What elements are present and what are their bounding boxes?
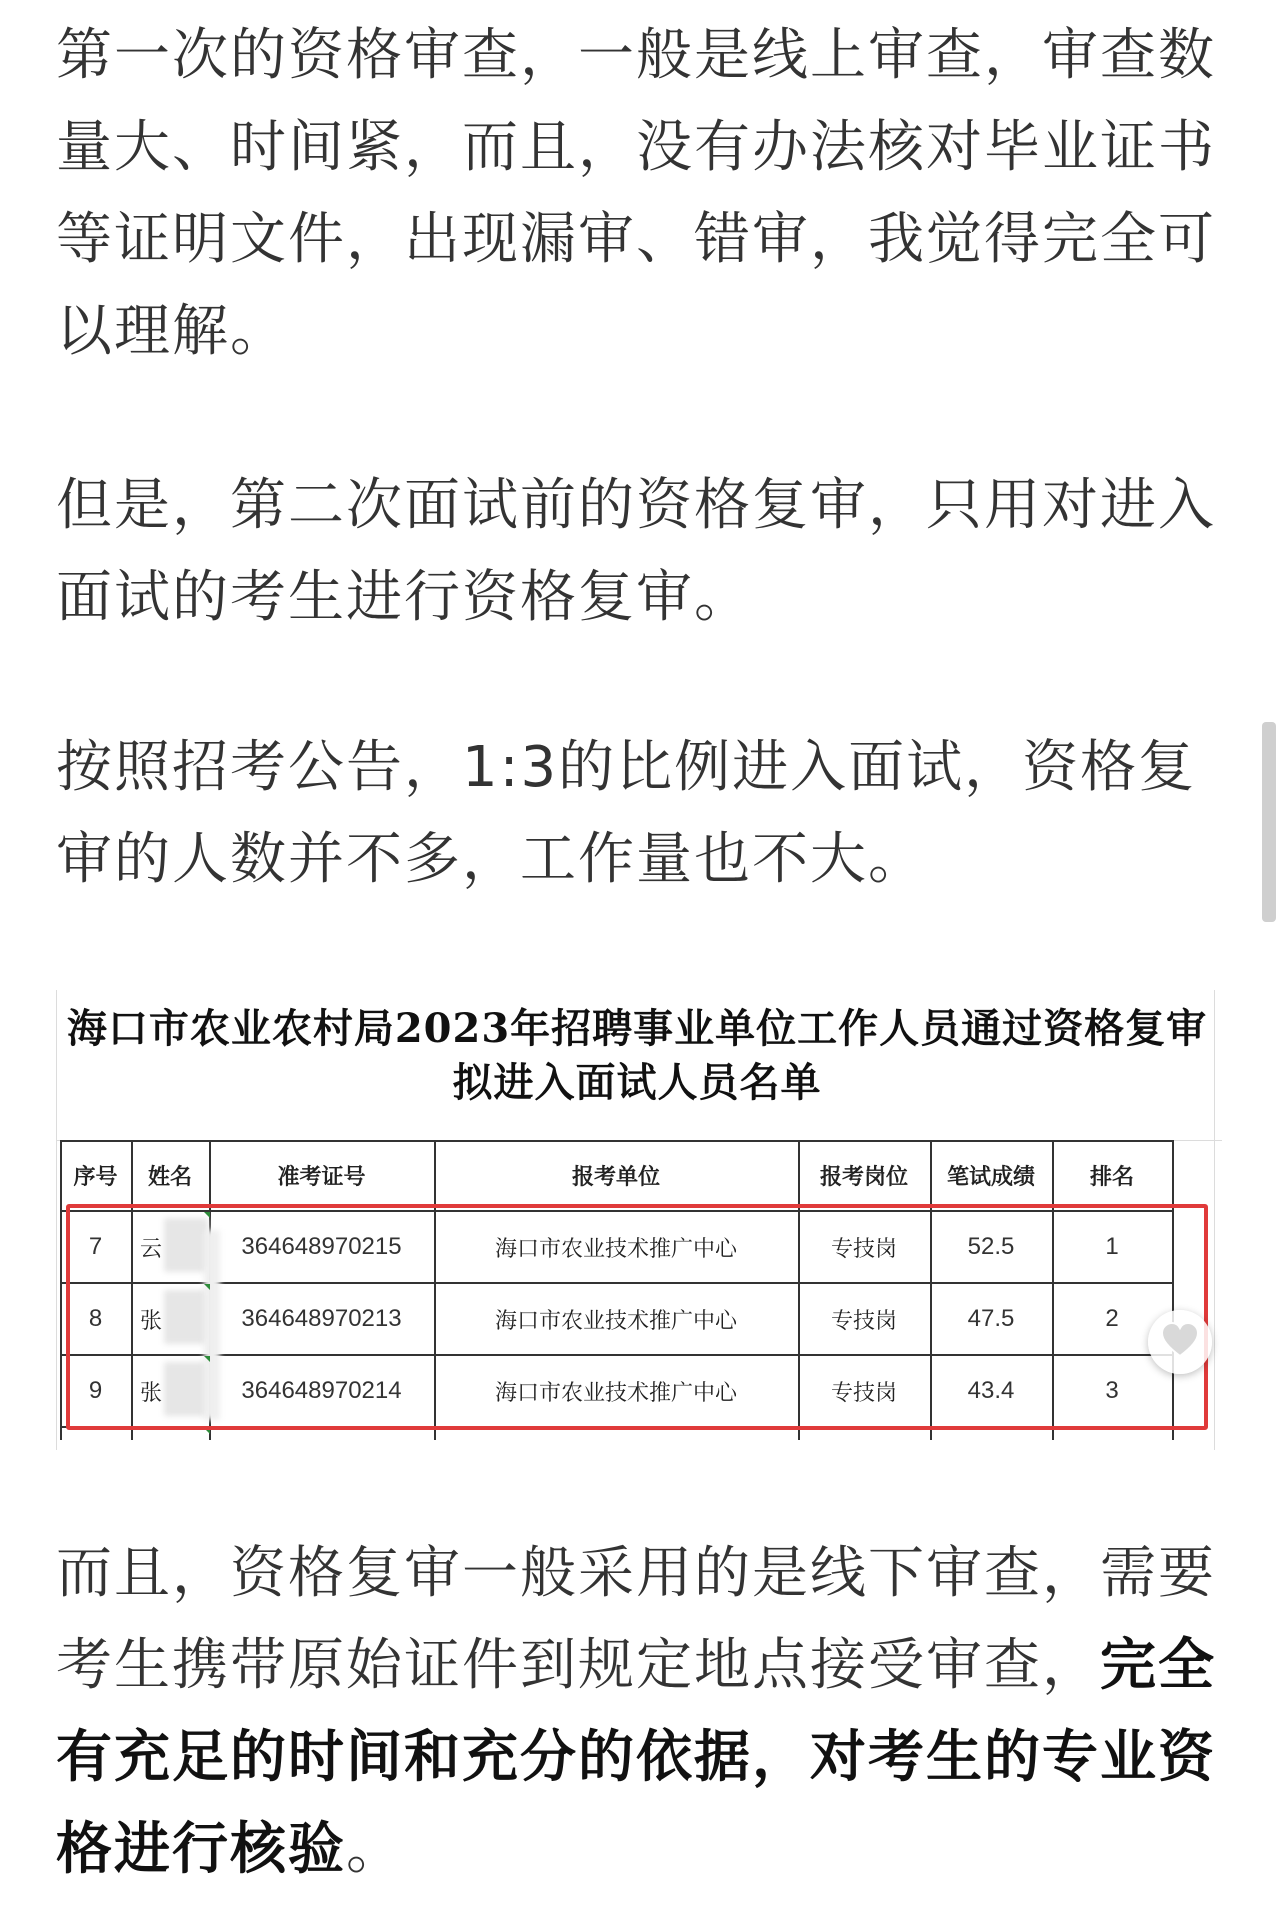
paragraph-4-end: 。 bbox=[346, 1817, 404, 1882]
paragraph-2: 但是，第二次面试前的资格复审，只用对进入面试的考生进行资格复审。 bbox=[56, 473, 1216, 630]
cell-no: 7 bbox=[88, 1233, 103, 1260]
cell-no: 9 bbox=[88, 1377, 103, 1404]
header-cell: 报考岗位 bbox=[819, 1163, 908, 1190]
table-title: 海口市农业农村局2023年招聘事业单位工作人员通过资格复审拟进入面试人员名单 bbox=[66, 1005, 1208, 1106]
cell-post: 专技岗 bbox=[830, 1236, 897, 1262]
cell-rank: 1 bbox=[1105, 1233, 1119, 1260]
cell-name: 张 bbox=[139, 1308, 162, 1334]
paragraph-3: 按照招考公告，1:3的比例进入面试，资格复审的人数并不多，工作量也不大。 bbox=[56, 735, 1197, 892]
embedded-table-image bbox=[56, 990, 1222, 1450]
header-cell: 准考证号 bbox=[277, 1163, 366, 1190]
cell-post: 专技岗 bbox=[830, 1308, 897, 1334]
scrollbar-thumb[interactable] bbox=[1262, 722, 1276, 922]
header-cell: 姓名 bbox=[147, 1163, 192, 1190]
paragraph-4-emphasis: 完全有充足的时间和充分的依据，对考生的专业资格进行核验 bbox=[56, 1633, 1216, 1882]
cell-name: 云 bbox=[139, 1236, 162, 1262]
header-cell: 报考单位 bbox=[571, 1163, 660, 1190]
cell-name: 张 bbox=[139, 1380, 162, 1406]
cell-rank: 3 bbox=[1105, 1377, 1119, 1404]
cell-rank: 2 bbox=[1105, 1305, 1119, 1332]
cell-exam-id: 364648970213 bbox=[241, 1305, 402, 1332]
header-cell: 序号 bbox=[73, 1163, 118, 1190]
heart-icon bbox=[1160, 1322, 1200, 1362]
cell-exam-id: 364648970215 bbox=[241, 1233, 402, 1260]
highlight-box bbox=[66, 1204, 1208, 1430]
cell-unit: 海口市农业技术推广中心 bbox=[494, 1308, 737, 1334]
cell-no: 8 bbox=[88, 1305, 103, 1332]
header-cell: 排名 bbox=[1089, 1163, 1134, 1190]
cell-unit: 海口市农业技术推广中心 bbox=[494, 1380, 737, 1406]
cell-post: 专技岗 bbox=[830, 1380, 897, 1406]
cell-exam-id: 364648970214 bbox=[241, 1377, 402, 1404]
cell-score: 47.5 bbox=[967, 1305, 1015, 1332]
cell-unit: 海口市农业技术推广中心 bbox=[494, 1236, 737, 1262]
cell-score: 43.4 bbox=[967, 1377, 1015, 1404]
paragraph-4-text: 而且，资格复审一般采用的是线下审查，需要考生携带原始证件到规定地点接受审查， bbox=[56, 1541, 1216, 1698]
like-button[interactable] bbox=[1148, 1310, 1212, 1374]
paragraph-1: 第一次的资格审查，一般是线上审查，审查数量大、时间紧，而且，没有办法核对毕业证书等证明文件，出现漏审、错审，我觉得完全可以理解。 bbox=[56, 23, 1216, 364]
header-cell: 笔试成绩 bbox=[946, 1163, 1035, 1190]
cell-score: 52.5 bbox=[967, 1233, 1015, 1260]
paragraph-4 bbox=[56, 1528, 1216, 1896]
